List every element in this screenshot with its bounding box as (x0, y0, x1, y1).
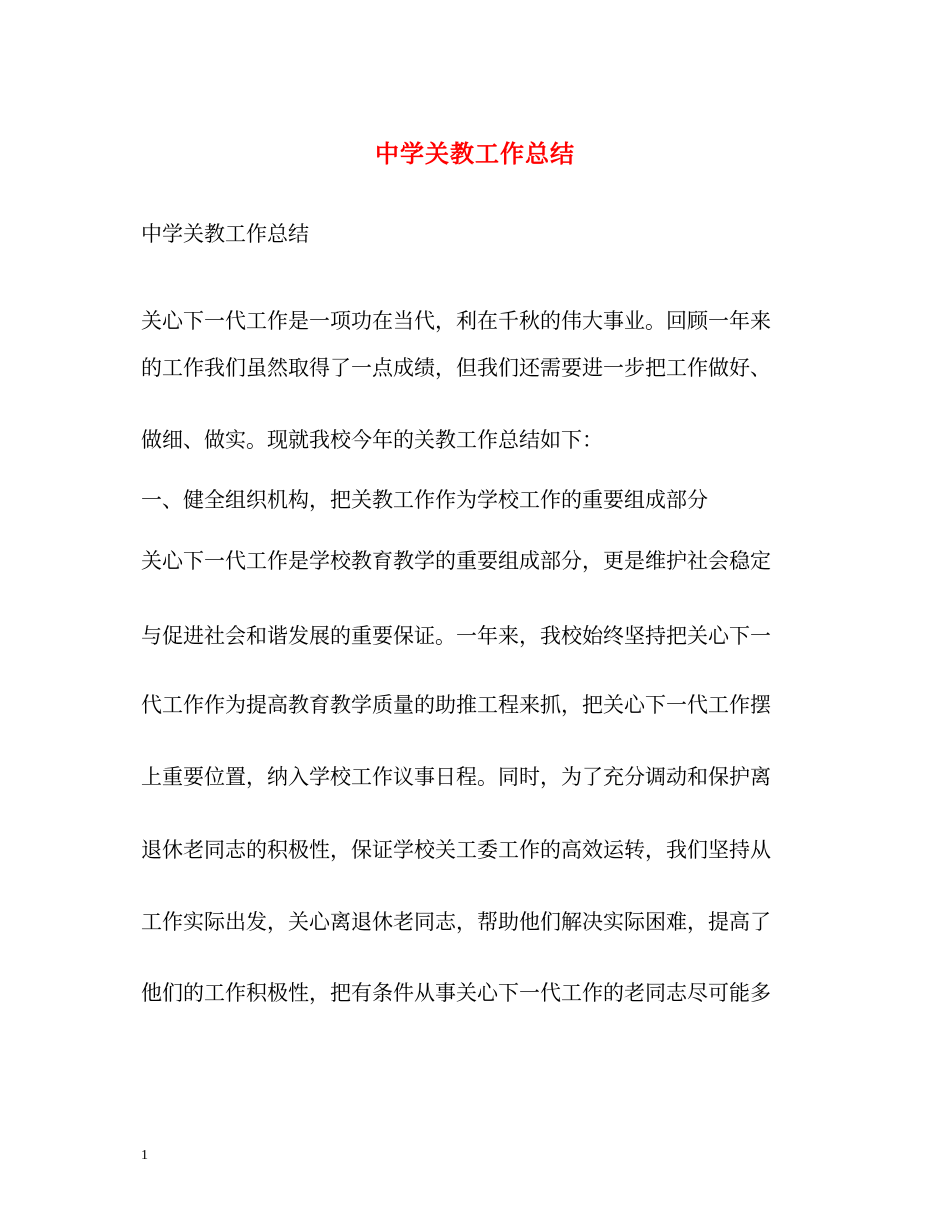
paragraph-line: 关心下一代工作是学校教育教学的重要组成部分，更是维护社会稳定 (141, 549, 771, 573)
paragraph-line: 与促进社会和谐发展的重要保证。一年来，我校始终坚持把关心下一 (141, 624, 771, 648)
page-number: 1 (141, 1148, 148, 1163)
paragraph-line: 做细、做实。现就我校今年的关教工作总结如下： (141, 428, 603, 452)
paragraph-line: 工作实际出发，关心离退休老同志，帮助他们解决实际困难，提高了 (141, 910, 771, 934)
section-heading: 一、健全组织机构，把关教工作作为学校工作的重要组成部分 (141, 488, 708, 512)
paragraph-line: 退休老同志的积极性，保证学校关工委工作的高效运转，我们坚持从 (141, 838, 771, 862)
paragraph-line: 关心下一代工作是一项功在当代，利在千秋的伟大事业。回顾一年来 (141, 309, 771, 333)
document-title: 中学关教工作总结 (375, 139, 575, 168)
paragraph-line: 他们的工作积极性，把有条件从事关心下一代工作的老同志尽可能多 (141, 981, 771, 1005)
paragraph-line: 的工作我们虽然取得了一点成绩，但我们还需要进一步把工作做好、 (141, 356, 771, 380)
paragraph-line: 代工作作为提高教育教学质量的助推工程来抓，把关心下一代工作摆 (141, 693, 771, 717)
document-subtitle: 中学关教工作总结 (141, 222, 309, 246)
paragraph-line: 上重要位置，纳入学校工作议事日程。同时，为了充分调动和保护离 (141, 765, 771, 789)
